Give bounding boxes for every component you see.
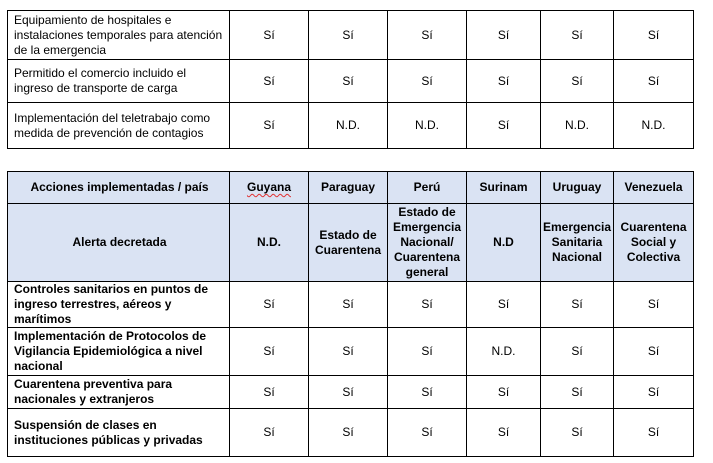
measures-table-bottom — [7, 171, 694, 457]
cell-value: Sí — [614, 409, 694, 457]
alert-value: Estado de Cuarentena — [309, 204, 388, 282]
table-row — [8, 103, 694, 149]
cell-value: Sí — [541, 409, 614, 457]
cell-value: Sí — [541, 376, 614, 409]
table-row — [8, 60, 694, 103]
row-label: Equipamiento de hospitales e instalaciones temporales para atención de la emergencia — [8, 11, 230, 60]
country-venezuela: Venezuela — [614, 172, 694, 204]
country-guyana — [230, 172, 309, 204]
cell-value: Sí — [614, 60, 694, 103]
cell-value: Sí — [541, 328, 614, 376]
cell-value: Sí — [230, 376, 309, 409]
measures-table-top — [7, 10, 694, 149]
row-label: Controles sanitarios en puntos de ingreso terrestres, aéreos y marítimos — [8, 282, 230, 328]
cell-value: Sí — [230, 282, 309, 328]
cell-value: Sí — [230, 103, 309, 149]
cell-value: Sí — [467, 60, 541, 103]
cell-value: Sí — [309, 328, 388, 376]
cell-value: Sí — [309, 376, 388, 409]
cell-value: Sí — [388, 60, 467, 103]
row-label: Permitido el comercio incluido el ingreso de transporte de carga — [8, 60, 230, 103]
cell-value: N.D. — [467, 328, 541, 376]
row-label: Implementación del teletrabajo como medida de prevención de contagios — [8, 103, 230, 149]
country-paraguay: Paraguay — [309, 172, 388, 204]
alert-value: Estado de Emergencia Nacional/ Cuarentena general — [388, 204, 467, 282]
cell-value: Sí — [467, 11, 541, 60]
alert-value: Emergencia Sanitaria Nacional — [541, 204, 614, 282]
alert-value: N.D — [467, 204, 541, 282]
cell-value: Sí — [309, 409, 388, 457]
cell-value: Sí — [467, 103, 541, 149]
row-label: Suspensión de clases en instituciones públicas y privadas — [8, 409, 230, 457]
country-peru: Perú — [388, 172, 467, 204]
cell-value: Sí — [388, 328, 467, 376]
cell-value: N.D. — [541, 103, 614, 149]
cell-value: N.D. — [309, 103, 388, 149]
alert-label: Alerta decretada — [8, 204, 230, 282]
header-row — [8, 172, 694, 204]
cell-value: Sí — [541, 11, 614, 60]
cell-value: Sí — [614, 11, 694, 60]
country-uruguay: Uruguay — [541, 172, 614, 204]
table-row — [8, 11, 694, 60]
cell-value: Sí — [230, 11, 309, 60]
cell-value: Sí — [309, 11, 388, 60]
country-surinam: Surinam — [467, 172, 541, 204]
row-label: Cuarentena preventiva para nacionales y extranjeros — [8, 376, 230, 409]
row-label: Implementación de Protocolos de Vigilancia Epidemiológica a nivel nacional — [8, 328, 230, 376]
cell-value: Sí — [230, 328, 309, 376]
alert-value: Cuarentena Social y Colectiva — [614, 204, 694, 282]
header-label: Acciones implementadas / país — [8, 172, 230, 204]
country-guyana-text: Guyana — [246, 180, 291, 194]
cell-value: Sí — [467, 409, 541, 457]
cell-value: Sí — [388, 11, 467, 60]
table-row — [8, 282, 694, 328]
cell-value: Sí — [614, 328, 694, 376]
cell-value: N.D. — [614, 103, 694, 149]
table-row — [8, 376, 694, 409]
cell-value: Sí — [388, 376, 467, 409]
cell-value: Sí — [388, 282, 467, 328]
cell-value: Sí — [541, 282, 614, 328]
cell-value: Sí — [388, 409, 467, 457]
cell-value: Sí — [614, 376, 694, 409]
cell-value: Sí — [230, 409, 309, 457]
table-row — [8, 409, 694, 457]
cell-value: N.D. — [388, 103, 467, 149]
cell-value: Sí — [614, 282, 694, 328]
cell-value: Sí — [309, 60, 388, 103]
table-row — [8, 328, 694, 376]
cell-value: Sí — [230, 60, 309, 103]
cell-value: Sí — [467, 282, 541, 328]
cell-value: Sí — [467, 376, 541, 409]
cell-value: Sí — [541, 60, 614, 103]
alert-row — [8, 204, 694, 282]
cell-value: Sí — [309, 282, 388, 328]
alert-value: N.D. — [230, 204, 309, 282]
